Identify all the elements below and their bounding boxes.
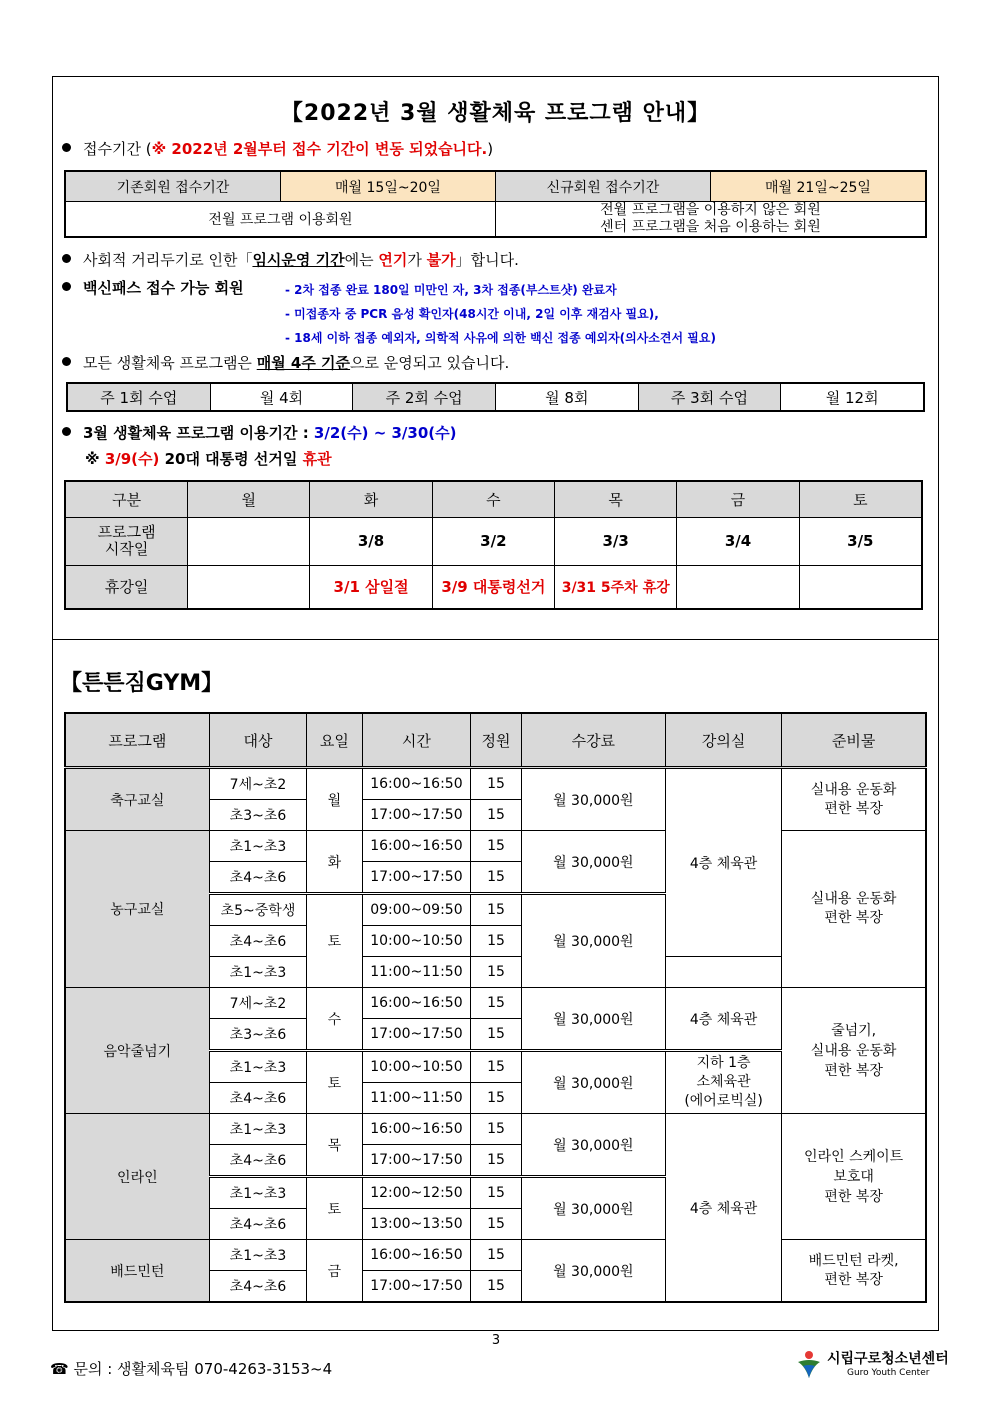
room: 4층 체육관 [665, 988, 781, 1051]
start-label [65, 517, 188, 565]
supply-item: 인라인 스케이트 [804, 1148, 904, 1165]
freq-1-value: 월 4회 [210, 383, 353, 411]
supplies [782, 1114, 926, 1240]
time: 10:00~10:50 [362, 1051, 471, 1083]
capacity: 15 [471, 988, 521, 1019]
period-line [62, 422, 456, 443]
time: 11:00~11:50 [362, 957, 471, 988]
freq-3-label: 주 3회 수업 [638, 383, 781, 411]
capacity: 15 [471, 926, 521, 957]
distancing-temp-period: 임시운영 기간 [252, 251, 345, 269]
holiday: 3/1 삼일절 [310, 565, 432, 609]
bullet-icon [62, 427, 71, 436]
bullet-icon [62, 254, 71, 263]
supply-item: 편한 복장 [824, 1188, 883, 1205]
capacity: 15 [471, 768, 521, 800]
holiday: 3/9 대통령선거 [432, 565, 554, 609]
fee: 월 30,000원 [521, 768, 665, 831]
new-desc [495, 202, 926, 238]
distancing-postpone: 연기 [378, 251, 408, 269]
start-date: 3/5 [799, 517, 922, 565]
day: 월 [307, 768, 362, 831]
target: 초4~초6 [209, 1145, 307, 1177]
schedule-table [64, 480, 923, 610]
holiday-label: 휴강일 [65, 565, 188, 609]
schedule-header: 수 [432, 481, 554, 517]
start-date: 3/8 [310, 517, 432, 565]
gym-header: 수강료 [521, 713, 665, 768]
supply-item: 실내용 운동화 [810, 891, 897, 907]
schedule-header: 금 [677, 481, 799, 517]
reg-label: 접수기간 ( [83, 140, 152, 158]
start-date [188, 517, 310, 565]
program-name: 농구교실 [65, 831, 209, 988]
reg-note: ※ 2022년 2월부터 접수 기간이 변동 되었습니다. [151, 140, 488, 158]
existing-period: 매월 15일~20일 [280, 171, 495, 202]
closure-reason: 20대 대통령 선거일 [159, 450, 303, 468]
holiday: 3/31 5주차 휴강 [555, 565, 677, 609]
capacity: 15 [471, 862, 521, 894]
bullet-icon [62, 143, 71, 152]
time: 17:00~17:50 [362, 1019, 471, 1051]
phone-icon: ☎ [50, 1360, 69, 1378]
day: 수 [307, 988, 362, 1051]
freq-2-label: 주 2회 수업 [353, 383, 496, 411]
gym-header: 정원 [471, 713, 521, 768]
fee: 월 30,000원 [521, 831, 665, 894]
closure-date: 3/9(수) [104, 450, 160, 468]
target: 초4~초6 [209, 1083, 307, 1114]
schedule-header: 토 [799, 481, 922, 517]
supply-item: 보호대 [833, 1168, 874, 1185]
new-label: 신규회원 접수기간 [495, 171, 710, 202]
holiday [677, 565, 799, 609]
time: 16:00~16:50 [362, 1114, 471, 1145]
supplies [782, 1240, 926, 1303]
contact-text: 문의 : 생활체육팀 070-4263-3153~4 [73, 1360, 333, 1378]
capacity: 15 [471, 1145, 521, 1177]
distancing-impossible: 불가 [426, 251, 456, 269]
bullet-icon [62, 357, 71, 366]
capacity: 15 [471, 1051, 521, 1083]
logo-name: 시립구로청소년센터 [827, 1351, 949, 1367]
supply-item: 편한 복장 [824, 1062, 883, 1079]
frequency-table [66, 382, 925, 412]
period-range: 3/2(수) ~ 3/30(수) [313, 424, 457, 442]
capacity: 15 [471, 831, 521, 862]
target: 초1~초3 [209, 1114, 307, 1145]
target: 초4~초6 [209, 1271, 307, 1303]
time: 13:00~13:50 [362, 1209, 471, 1240]
gym-header: 시간 [362, 713, 471, 768]
new-desc-line2: 센터 프로그램을 처음 이용하는 회원 [600, 219, 821, 235]
freq-1-label: 주 1회 수업 [67, 383, 210, 411]
distancing-text-1: 사회적 거리두기로 인한「 [83, 251, 253, 269]
fee: 월 30,000원 [521, 1240, 665, 1303]
target: 초5~중학생 [209, 894, 307, 926]
program-name: 인라인 [65, 1114, 209, 1240]
capacity: 15 [471, 1083, 521, 1114]
existing-desc: 전월 프로그램 이용회원 [65, 202, 495, 238]
holiday [799, 565, 922, 609]
target: 초1~초3 [209, 1177, 307, 1209]
supplies [782, 831, 926, 988]
time: 17:00~17:50 [362, 1145, 471, 1177]
freq-3-value: 월 12회 [781, 383, 924, 411]
distancing-text-2: 에는 [344, 251, 379, 269]
supply-item: 편한 복장 [824, 910, 883, 926]
closure-note [85, 448, 332, 469]
room-line: (에어로빅실) [684, 1093, 763, 1109]
fee: 월 30,000원 [521, 1114, 665, 1177]
capacity: 15 [471, 1177, 521, 1209]
vaccine-label: 백신패스 접수 가능 회원 [83, 279, 244, 297]
gym-header: 대상 [209, 713, 307, 768]
vaccine-line [62, 277, 244, 298]
gym-title: 【튼튼짐GYM】 [60, 671, 224, 696]
time: 17:00~17:50 [362, 862, 471, 894]
closure-mark: ※ [85, 450, 105, 468]
supply-item: 편한 복장 [824, 1271, 883, 1288]
contact-footer [50, 1358, 332, 1379]
target: 초3~초6 [209, 800, 307, 831]
supplies [782, 988, 926, 1114]
gym-header: 준비물 [782, 713, 926, 768]
day: 화 [307, 831, 362, 894]
day: 토 [307, 894, 362, 988]
new-period: 매월 21일~25일 [710, 171, 926, 202]
gym-table [64, 712, 927, 1303]
distancing-text-3: 가 [407, 251, 427, 269]
time: 16:00~16:50 [362, 988, 471, 1019]
start-label-line1: 프로그램 [97, 523, 156, 541]
time: 17:00~17:50 [362, 800, 471, 831]
room [665, 1051, 781, 1114]
distancing-text-4: 」합니다. [455, 251, 519, 269]
basis-weekly: 매월 4주 기준 [256, 354, 351, 372]
capacity: 15 [471, 1209, 521, 1240]
room-line: 지하 1층 [696, 1055, 751, 1071]
distancing-line [62, 249, 519, 270]
existing-label: 기존회원 접수기간 [65, 171, 280, 202]
time: 16:00~16:50 [362, 831, 471, 862]
vaccine-item-2: - 미접종자 중 PCR 음성 확인자(48시간 이내, 2일 이후 재검사 필요), [285, 307, 659, 321]
page-number: 3 [491, 1333, 501, 1348]
gym-header: 요일 [307, 713, 362, 768]
target: 7세~초2 [209, 988, 307, 1019]
reg-period-line [62, 138, 493, 159]
supply-item: 줄넘기, [831, 1022, 877, 1039]
supplies [782, 768, 926, 831]
logo-subtitle: Guro Youth Center [847, 1368, 930, 1378]
target: 초4~초6 [209, 1209, 307, 1240]
bullet-icon [62, 282, 71, 291]
capacity: 15 [471, 800, 521, 831]
target: 7세~초2 [209, 768, 307, 800]
capacity: 15 [471, 1240, 521, 1271]
supply-item: 실내용 운동화 [810, 781, 897, 798]
target: 초4~초6 [209, 926, 307, 957]
basis-text-1: 모든 생활체육 프로그램은 [83, 354, 257, 372]
fee: 월 30,000원 [521, 1177, 665, 1240]
holiday [188, 565, 310, 609]
program-name: 음악줄넘기 [65, 988, 209, 1114]
schedule-header: 구분 [65, 481, 188, 517]
room: 4층 체육관 [665, 768, 781, 957]
basis-text-2: 으로 운영되고 있습니다. [350, 354, 510, 372]
section-divider [52, 639, 939, 640]
time: 16:00~16:50 [362, 768, 471, 800]
logo-mark-icon [795, 1348, 823, 1382]
fee: 월 30,000원 [521, 988, 665, 1051]
time: 10:00~10:50 [362, 926, 471, 957]
target: 초1~초3 [209, 831, 307, 862]
day: 목 [307, 1114, 362, 1177]
target: 초4~초6 [209, 862, 307, 894]
vaccine-item-1: - 2차 접종 완료 180일 미만인 자, 3차 접종(부스트샷) 완료자 [285, 283, 617, 297]
time: 12:00~12:50 [362, 1177, 471, 1209]
page-title: 【2022년 3월 생활체육 프로그램 안내】 [280, 101, 711, 126]
capacity: 15 [471, 957, 521, 988]
room: 4층 체육관 [665, 1114, 781, 1303]
program-name: 배드민턴 [65, 1240, 209, 1303]
day: 토 [307, 1051, 362, 1114]
basis-line [62, 352, 509, 373]
schedule-header: 화 [310, 481, 432, 517]
capacity: 15 [471, 1114, 521, 1145]
start-date: 3/4 [677, 517, 799, 565]
supply-item: 실내용 운동화 [810, 1042, 897, 1059]
capacity: 15 [471, 1019, 521, 1051]
room-line: 소체육관 [696, 1074, 751, 1090]
schedule-header: 월 [188, 481, 310, 517]
start-date: 3/3 [555, 517, 677, 565]
vaccine-item-3: - 18세 이하 접종 예외자, 의학적 사유에 의한 백신 접종 예외자(의사소견서 필요) [285, 331, 716, 345]
registration-table [64, 170, 927, 238]
supply-item: 배드민턴 라켓, [808, 1252, 899, 1269]
capacity: 15 [471, 894, 521, 926]
period-label: 3월 생활체육 프로그램 이용기간 : [83, 424, 314, 442]
start-label-line2: 시작일 [104, 540, 149, 558]
fee: 월 30,000원 [521, 1051, 665, 1114]
fee: 월 30,000원 [521, 894, 665, 988]
center-logo [795, 1348, 955, 1384]
time: 09:00~09:50 [362, 894, 471, 926]
day: 금 [307, 1240, 362, 1303]
closure-label: 휴관 [302, 450, 332, 468]
target: 초1~초3 [209, 1051, 307, 1083]
supply-item: 편한 복장 [824, 800, 883, 817]
target: 초1~초3 [209, 1240, 307, 1271]
freq-2-value: 월 8회 [495, 383, 638, 411]
time: 17:00~17:50 [362, 1271, 471, 1303]
program-name: 축구교실 [65, 768, 209, 831]
day: 토 [307, 1177, 362, 1240]
gym-header: 강의실 [665, 713, 781, 768]
start-date: 3/2 [432, 517, 554, 565]
schedule-header: 목 [555, 481, 677, 517]
new-desc-line1: 전월 프로그램을 이용하지 않은 회원 [600, 202, 821, 218]
time: 16:00~16:50 [362, 1240, 471, 1271]
reg-close: ) [487, 140, 494, 158]
target: 초1~초3 [209, 957, 307, 988]
time: 11:00~11:50 [362, 1083, 471, 1114]
target: 초3~초6 [209, 1019, 307, 1051]
capacity: 15 [471, 1271, 521, 1303]
gym-header: 프로그램 [65, 713, 209, 768]
